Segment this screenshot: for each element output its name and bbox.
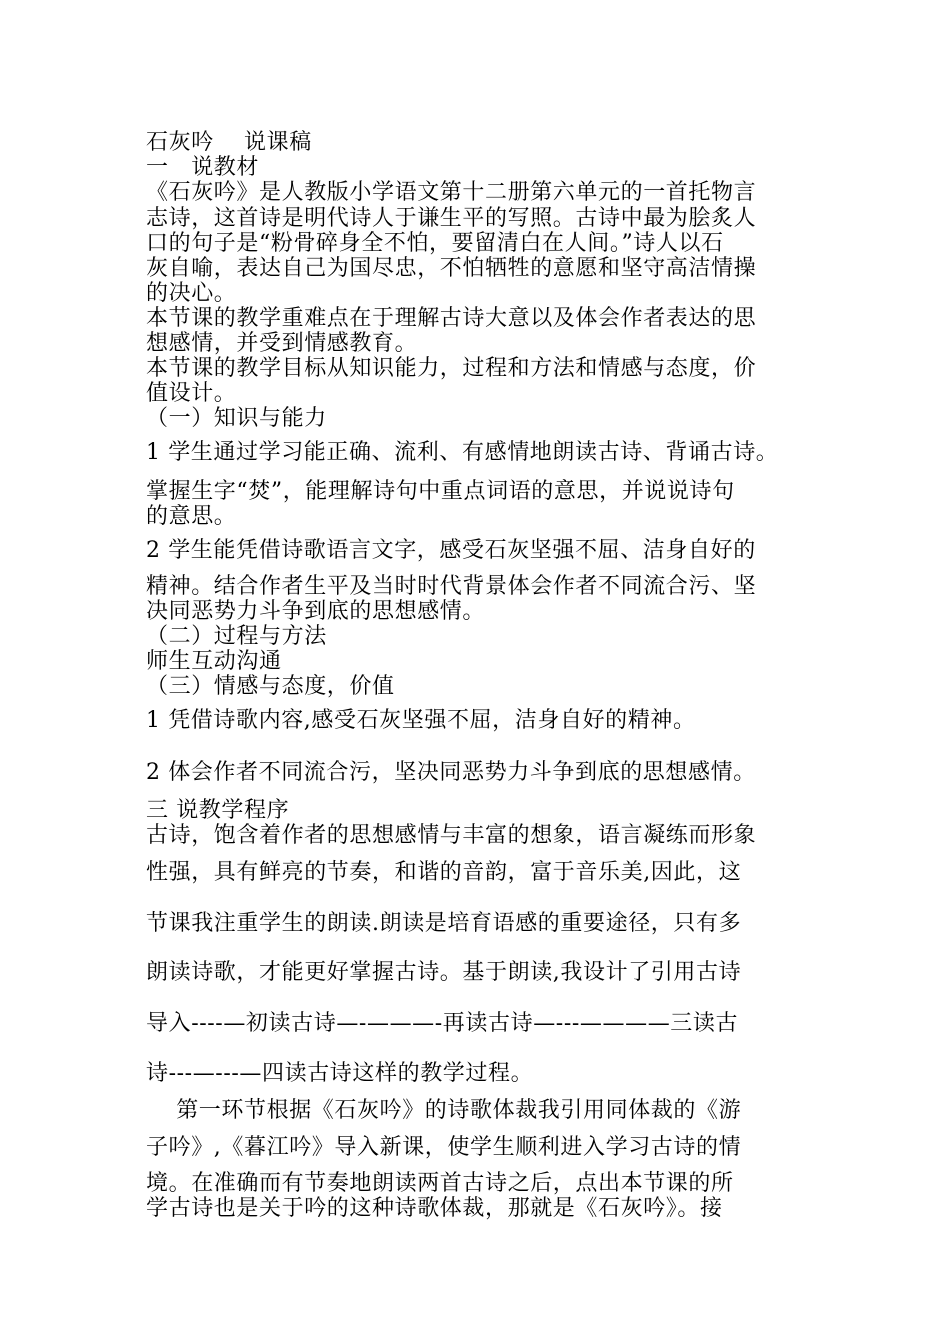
paragraph-line: 想感情，并受到情感教育。 <box>146 331 418 356</box>
objective-line: 掌握生字“焚”，能理解诗句中重点词语的意思，并说说诗句 <box>146 479 735 504</box>
paragraph-line: 学古诗也是关于吟的这种诗歌体裁，那就是《石灰吟》。接 <box>146 1196 723 1221</box>
paragraph-line: 性强，具有鲜亮的节奏，和谐的音韵，富于音乐美,因此，这 <box>146 860 742 885</box>
paragraph-line: 口的句子是“粉骨碎身全不怕，要留清白在人间。”诗人以石 <box>146 231 724 256</box>
subsection-heading-process: （二）过程与方法 <box>146 624 327 649</box>
paragraph-line: 诗---—---—四读古诗这样的教学过程。 <box>146 1061 534 1086</box>
objective-line: 的意思。 <box>146 504 237 529</box>
objective-line: 1 凭借诗歌内容,感受石灰坚强不屈，洁身自好的精神。 <box>146 708 696 733</box>
objective-line: 1 学生通过学习能正确、流利、有感情地朗读古诗、背诵古诗。 <box>146 440 779 465</box>
paragraph-line: 《石灰吟》是人教版小学语文第十二册第六单元的一首托物言 <box>146 180 757 205</box>
document-title: 石灰吟 说课稿 <box>146 130 312 155</box>
paragraph-line: 本节课的教学目标从知识能力，过程和方法和情感与态度，价 <box>146 356 757 381</box>
paragraph-line: 节课我注重学生的朗读.朗读是培育语感的重要途径，只有多 <box>146 911 742 936</box>
paragraph-line: 子吟》,《暮江吟》导入新课，使学生顺利进入学习古诗的情 <box>146 1135 742 1160</box>
paragraph-line: 第一环节根据《石灰吟》的诗歌体裁我引用同体裁的《游 <box>146 1098 742 1123</box>
paragraph-line: 导入----—初读古诗—-———-再读古诗—---————三读古 <box>146 1011 739 1036</box>
subsection-heading-knowledge: （一）知识与能力 <box>146 406 327 431</box>
objective-line: 决同恶势力斗争到底的思想感情。 <box>146 599 486 624</box>
paragraph-line: 境。在准确而有节奏地朗读两首古诗之后，点出本节课的所 <box>146 1171 734 1196</box>
objective-line: 2 体会作者不同流合污，坚决同恶势力斗争到底的思想感情。 <box>146 760 756 785</box>
paragraph-line: 的决心。 <box>146 281 237 306</box>
objective-line: 精神。结合作者生平及当时时代背景体会作者不同流合污、坚 <box>146 574 757 599</box>
subsection-heading-emotion: （三）情感与态度，价值 <box>146 674 395 699</box>
section-heading-textbook: 一 说教材 <box>146 155 260 180</box>
paragraph-line: 志诗，这首诗是明代诗人于谦生平的写照。古诗中最为脍炙人 <box>146 206 757 231</box>
paragraph-line: 朗读诗歌，才能更好掌握古诗。基于朗读,我设计了引用古诗 <box>146 960 742 985</box>
section-heading-procedure: 三 说教学程序 <box>146 798 290 823</box>
paragraph-line: 古诗，饱含着作者的思想感情与丰富的想象，语言凝练而形象 <box>146 823 757 848</box>
process-text: 师生互动沟通 <box>146 649 282 674</box>
paragraph-line: 灰自喻，表达自己为国尽忠，不怕牺牲的意愿和坚守高洁情操 <box>146 256 757 281</box>
paragraph-line: 本节课的教学重难点在于理解古诗大意以及体会作者表达的思 <box>146 306 757 331</box>
objective-line: 2 学生能凭借诗歌语言文字，感受石灰坚强不屈、洁身自好的 <box>146 538 756 563</box>
paragraph-line: 值设计。 <box>146 381 237 406</box>
